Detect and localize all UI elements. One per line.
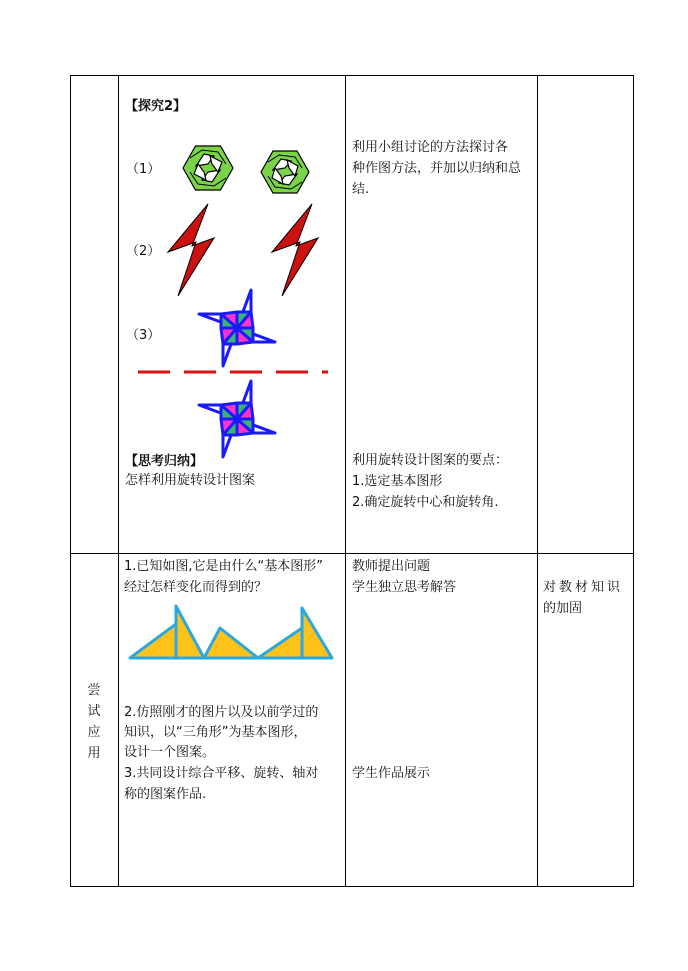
question-2-line-2: 知识，以“三角形”为基本图形， xyxy=(124,725,307,740)
section-char-3: 应 xyxy=(87,725,101,740)
section-char-1: 尝 xyxy=(87,683,101,698)
hexagon-knot-figure-left xyxy=(180,142,236,194)
question-2-line-3: 设计一个图案。 xyxy=(124,745,216,760)
triangle-pattern-figure xyxy=(128,604,336,662)
keypoints-title: 利用旋转设计图案的要点： xyxy=(352,453,509,468)
table-top-border xyxy=(70,75,634,76)
table-right-border xyxy=(633,75,634,887)
column-divider-1 xyxy=(118,75,119,887)
pinwheel-figure-bottom xyxy=(196,378,278,460)
section-char-2: 试 xyxy=(87,704,101,719)
section-title-vertical xyxy=(84,680,104,764)
discuss-text-line-3: 结. xyxy=(352,182,370,197)
teacher-activity: 教师提出问题 xyxy=(352,559,431,574)
question-1-line-2: 经过怎样变化而得到的？ xyxy=(124,580,268,595)
lightning-bolt-figure-left xyxy=(166,202,216,298)
purpose-line-2: 的加固 xyxy=(543,601,583,616)
question-3-line-1: 3.共同设计综合平移、旋转、轴对 xyxy=(124,766,319,781)
question-1-line-1: 1.已知如图,它是由什么“基本图形” xyxy=(124,559,324,574)
think-heading: 【思考归纳】 xyxy=(125,454,204,469)
keypoint-1: 1.选定基本图形 xyxy=(352,474,443,489)
student-answer-activity: 学生独立思考解答 xyxy=(352,580,457,595)
figure-label-2: （2） xyxy=(126,244,161,259)
question-2-line-1: 2.仿照刚才的图片以及以前学过的 xyxy=(124,705,319,720)
explore-heading: 【探究2】 xyxy=(125,99,187,114)
figure-label-1: （1） xyxy=(126,162,161,177)
table-left-border xyxy=(70,75,71,887)
think-question: 怎样利用旋转设计图案 xyxy=(125,473,256,488)
student-show-activity: 学生作品展示 xyxy=(352,766,431,781)
discuss-text-line-2: 种作图方法，并加以归纳和总 xyxy=(352,161,522,176)
keypoint-2: 2.确定旋转中心和旋转角. xyxy=(352,495,499,510)
table-bottom-border xyxy=(70,886,634,887)
question-3-line-2: 称的图案作品. xyxy=(124,787,207,802)
lightning-bolt-figure-right xyxy=(270,202,320,298)
figure-label-3: （3） xyxy=(126,328,161,343)
section-char-4: 用 xyxy=(87,746,101,761)
column-divider-3 xyxy=(537,75,538,887)
purpose-line-1: 对教材知识 xyxy=(543,580,624,595)
row-divider xyxy=(70,553,634,554)
red-dashed-divider-line xyxy=(138,368,328,376)
hexagon-knot-figure-right xyxy=(258,147,312,197)
pinwheel-figure-top xyxy=(196,287,278,369)
column-divider-2 xyxy=(345,75,346,887)
discuss-text-line-1: 利用小组讨论的方法探讨各 xyxy=(352,140,509,155)
